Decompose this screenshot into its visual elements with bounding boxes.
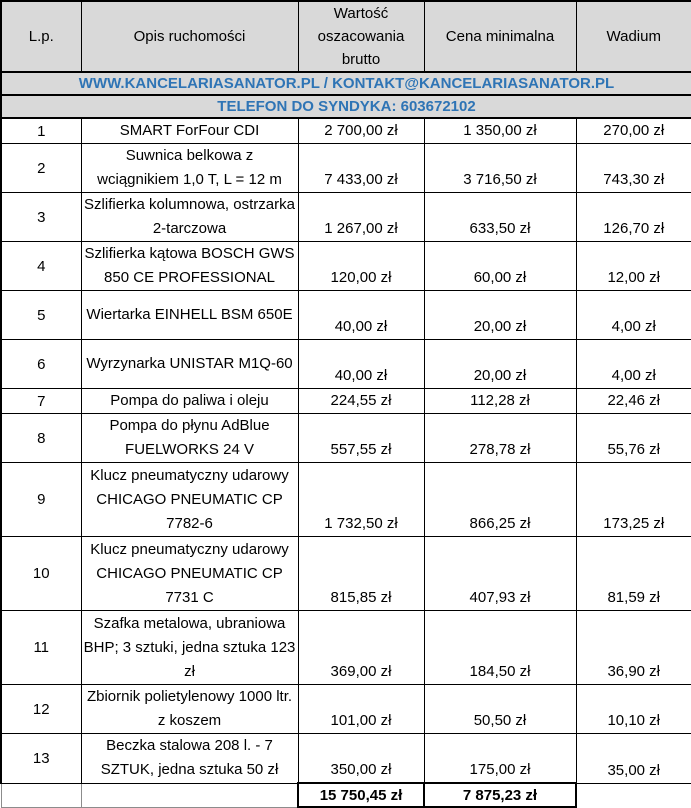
cell-wartosc: 1 267,00 zł bbox=[298, 193, 424, 242]
cell-cena: 60,00 zł bbox=[424, 242, 576, 291]
contact-banner-row bbox=[1, 72, 691, 95]
cell-lp: 5 bbox=[1, 291, 81, 340]
cell-cena: 184,50 zł bbox=[424, 611, 576, 685]
cell-wadium: 10,10 zł bbox=[576, 685, 691, 734]
total-wartosc: 15 750,45 zł bbox=[298, 783, 424, 807]
table-row bbox=[1, 414, 691, 463]
cell-lp: 10 bbox=[1, 537, 81, 611]
cell-wadium: 12,00 zł bbox=[576, 242, 691, 291]
cell-opis: Zbiornik polietylenowy 1000 ltr. z koszem bbox=[81, 685, 298, 734]
cell-wadium: 4,00 zł bbox=[576, 340, 691, 389]
total-cena: 7 875,23 zł bbox=[424, 783, 576, 807]
cell-cena: 407,93 zł bbox=[424, 537, 576, 611]
cell-wartosc: 120,00 zł bbox=[298, 242, 424, 291]
cell-cena: 866,25 zł bbox=[424, 463, 576, 537]
totals-empty-lp bbox=[1, 783, 81, 807]
cell-wadium: 36,90 zł bbox=[576, 611, 691, 685]
cell-wartosc: 40,00 zł bbox=[298, 291, 424, 340]
cell-wartosc: 224,55 zł bbox=[298, 389, 424, 414]
cell-wadium: 743,30 zł bbox=[576, 144, 691, 193]
table-header-row bbox=[1, 1, 691, 72]
cell-wartosc: 557,55 zł bbox=[298, 414, 424, 463]
cell-wadium: 173,25 zł bbox=[576, 463, 691, 537]
cell-lp: 3 bbox=[1, 193, 81, 242]
table-row bbox=[1, 193, 691, 242]
cell-lp: 7 bbox=[1, 389, 81, 414]
cell-opis: Wiertarka EINHELL BSM 650E bbox=[81, 291, 298, 340]
cell-cena: 278,78 zł bbox=[424, 414, 576, 463]
cell-wadium: 35,00 zł bbox=[576, 734, 691, 784]
cell-wartosc: 2 700,00 zł bbox=[298, 118, 424, 144]
totals-row bbox=[1, 783, 691, 807]
cell-lp: 2 bbox=[1, 144, 81, 193]
column-header-lp: L.p. bbox=[1, 1, 81, 72]
cell-cena: 50,50 zł bbox=[424, 685, 576, 734]
cell-wartosc: 40,00 zł bbox=[298, 340, 424, 389]
cell-opis: Szlifierka kątowa BOSCH GWS 850 CE PROFESSIONAL bbox=[81, 242, 298, 291]
cell-wartosc: 7 433,00 zł bbox=[298, 144, 424, 193]
cell-wadium: 22,46 zł bbox=[576, 389, 691, 414]
cell-lp: 6 bbox=[1, 340, 81, 389]
cell-wartosc: 350,00 zł bbox=[298, 734, 424, 784]
cell-opis: Pompa do paliwa i oleju bbox=[81, 389, 298, 414]
cell-opis: SMART ForFour CDI bbox=[81, 118, 298, 144]
table-row bbox=[1, 291, 691, 340]
column-header-wadium: Wadium bbox=[576, 1, 691, 72]
totals-empty-opis bbox=[81, 783, 298, 807]
cell-wartosc: 1 732,50 zł bbox=[298, 463, 424, 537]
cell-cena: 3 716,50 zł bbox=[424, 144, 576, 193]
table-row bbox=[1, 611, 691, 685]
cell-lp: 13 bbox=[1, 734, 81, 784]
column-header-opis: Opis ruchomości bbox=[81, 1, 298, 72]
totals-empty-wadium bbox=[576, 783, 691, 807]
cell-wartosc: 815,85 zł bbox=[298, 537, 424, 611]
cell-lp: 12 bbox=[1, 685, 81, 734]
table-row bbox=[1, 389, 691, 414]
table-row bbox=[1, 340, 691, 389]
phone-banner-text: TELEFON DO SYNDYKA: 603672102 bbox=[1, 95, 691, 118]
cell-lp: 4 bbox=[1, 242, 81, 291]
cell-opis: Klucz pneumatyczny udarowy CHICAGO PNEUMATIC CP 7782-6 bbox=[81, 463, 298, 537]
cell-opis: Beczka stalowa 208 l. - 7 SZTUK, jedna sztuka 50 zł bbox=[81, 734, 298, 784]
cell-opis: Pompa do płynu AdBlue FUELWORKS 24 V bbox=[81, 414, 298, 463]
cell-wadium: 81,59 zł bbox=[576, 537, 691, 611]
table-row bbox=[1, 242, 691, 291]
table-row bbox=[1, 734, 691, 784]
cell-opis: Suwnica belkowa z wciągnikiem 1,0 T, L = 12 m bbox=[81, 144, 298, 193]
cell-wadium: 55,76 zł bbox=[576, 414, 691, 463]
cell-wadium: 4,00 zł bbox=[576, 291, 691, 340]
table-row bbox=[1, 685, 691, 734]
column-header-wartosc: Wartość oszacowania brutto bbox=[298, 1, 424, 72]
cell-wartosc: 369,00 zł bbox=[298, 611, 424, 685]
cell-opis: Szafka metalowa, ubraniowa BHP; 3 sztuki, jedna sztuka 123 zł bbox=[81, 611, 298, 685]
cell-cena: 20,00 zł bbox=[424, 291, 576, 340]
cell-lp: 11 bbox=[1, 611, 81, 685]
table-row bbox=[1, 144, 691, 193]
cell-cena: 112,28 zł bbox=[424, 389, 576, 414]
cell-cena: 20,00 zł bbox=[424, 340, 576, 389]
cell-wadium: 126,70 zł bbox=[576, 193, 691, 242]
cell-opis: Szlifierka kolumnowa, ostrzarka 2-tarczowa bbox=[81, 193, 298, 242]
table-row bbox=[1, 537, 691, 611]
cell-lp: 9 bbox=[1, 463, 81, 537]
contact-banner-text: WWW.KANCELARIASANATOR.PL / KONTAKT@KANCELARIASANATOR.PL bbox=[1, 72, 691, 95]
cell-wartosc: 101,00 zł bbox=[298, 685, 424, 734]
cell-opis: Klucz pneumatyczny udarowy CHICAGO PNEUMATIC CP 7731 C bbox=[81, 537, 298, 611]
table-row bbox=[1, 118, 691, 144]
cell-lp: 8 bbox=[1, 414, 81, 463]
cell-cena: 1 350,00 zł bbox=[424, 118, 576, 144]
table-row bbox=[1, 463, 691, 537]
cell-lp: 1 bbox=[1, 118, 81, 144]
phone-banner-row bbox=[1, 95, 691, 118]
cell-opis: Wyrzynarka UNISTAR M1Q-60 bbox=[81, 340, 298, 389]
column-header-cena: Cena minimalna bbox=[424, 1, 576, 72]
cell-wadium: 270,00 zł bbox=[576, 118, 691, 144]
cell-cena: 175,00 zł bbox=[424, 734, 576, 784]
cell-cena: 633,50 zł bbox=[424, 193, 576, 242]
